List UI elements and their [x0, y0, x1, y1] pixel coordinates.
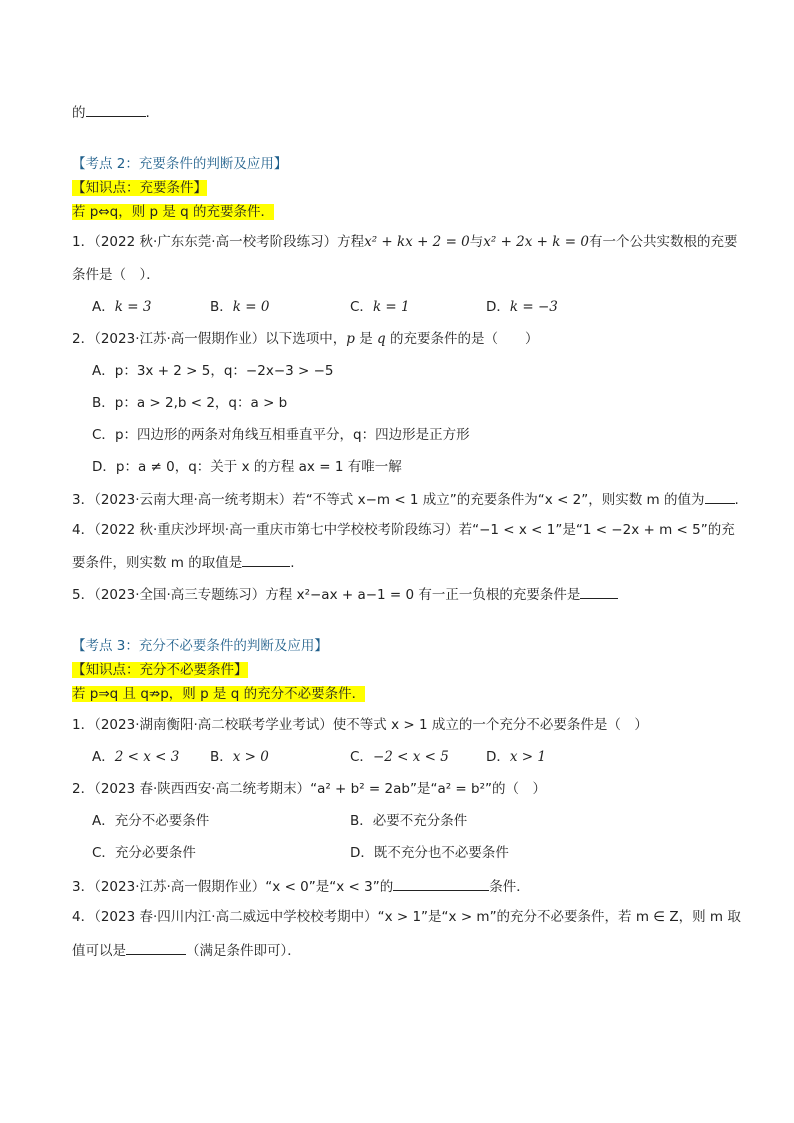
option-value: x > 0: [232, 749, 269, 765]
option-value: p：四边形的两条对角线互相垂直平分，q：四边形是正方形: [114, 427, 470, 443]
option-value: 2 < x < 3: [114, 749, 180, 765]
question-text: 的充要条件的是（ ）: [385, 331, 539, 347]
option-p3-2-a[interactable]: [92, 812, 209, 830]
answer-blank[interactable]: [580, 584, 618, 599]
question-number: 2．: [72, 331, 95, 347]
knowledge-label-point2: [72, 179, 207, 197]
question-number: 4．: [72, 909, 95, 925]
question-source: （2023·湖南衡阳·高二校联考学业考试）: [94, 717, 333, 733]
question-text: 方程: [337, 234, 365, 250]
option-label: B．: [210, 749, 233, 765]
section-header-point3: 【考点 3：充分不必要条件的判断及应用】: [72, 638, 328, 654]
option-p2-2-c[interactable]: [92, 426, 470, 444]
knowledge-rule-text: 若 p⇔q，则 p 是 q 的充要条件．: [72, 204, 275, 220]
question-source: （2022 秋·重庆沙坪坝·高一重庆市第七中学校校考阶段练习）: [94, 522, 459, 538]
option-p2-1-d[interactable]: [486, 298, 558, 316]
option-label: C．: [350, 299, 373, 315]
section-header-point2: 【考点 2：充要条件的判断及应用】: [72, 156, 288, 172]
option-p3-2-d[interactable]: [350, 844, 509, 862]
question-p2-3: [72, 489, 739, 509]
option-p2-2-d[interactable]: [92, 458, 402, 476]
option-label: D．: [350, 845, 374, 861]
question-text: 若“−1 < x < 1”是“1 < −2x + m < 5”的充: [458, 522, 735, 538]
knowledge-label-text: 【知识点：充要条件】: [72, 180, 207, 196]
option-value: k = −3: [509, 299, 558, 315]
option-label: D．: [486, 749, 510, 765]
knowledge-label-point3: [72, 661, 248, 679]
equation: x² + 2x + k = 0: [483, 234, 589, 250]
question-number: 1．: [72, 234, 95, 250]
option-value: k = 0: [232, 299, 270, 315]
question-p2-1-cont: 条件是（ ）．: [72, 267, 160, 283]
option-p3-2-b[interactable]: [350, 812, 467, 830]
continued-answer-line: [72, 102, 150, 122]
question-source: （2023·全国·高三专题练习）: [94, 587, 266, 603]
question-number: 3．: [72, 492, 95, 508]
question-source: （2023·江苏·高一假期作业）: [94, 331, 266, 347]
option-p3-1-d[interactable]: [486, 748, 546, 766]
option-value: 既不充分也不必要条件: [373, 845, 509, 861]
option-label: A．: [92, 813, 115, 829]
period: .: [290, 555, 295, 571]
option-p3-1-c[interactable]: [350, 748, 449, 766]
question-text: “x < 0”是“x < 3”的: [265, 879, 394, 895]
question-text: 以下选项中，: [265, 331, 347, 347]
option-p2-1-a[interactable]: [92, 298, 151, 316]
question-text: 有一个公共实数根的充要: [588, 234, 738, 250]
question-source: （2023·云南大理·高一统考期末）: [94, 492, 293, 508]
question-text: 方程 x²−ax + a−1 = 0 有一正一负根的充要条件是: [265, 587, 581, 603]
question-p2-4-cont: [72, 552, 295, 572]
option-value: p：a > 2,b < 2，q：a > b: [114, 395, 288, 411]
answer-blank[interactable]: [242, 552, 290, 567]
continued-text: 的: [72, 105, 86, 121]
answer-blank[interactable]: [393, 876, 489, 891]
question-p3-2: [72, 780, 546, 798]
option-value: 充分不必要条件: [114, 813, 210, 829]
option-value: k = 3: [114, 299, 152, 315]
option-label: C．: [92, 845, 115, 861]
option-label: B．: [350, 813, 373, 829]
option-label: D．: [486, 299, 510, 315]
question-number: 5．: [72, 587, 95, 603]
question-text: “x > 1”是“x > m”的充分不必要条件，若 m ∈ Z，则 m 取: [377, 909, 741, 925]
option-p2-1-b[interactable]: [210, 298, 269, 316]
question-p2-4: [72, 521, 735, 539]
option-value: x > 1: [509, 749, 547, 765]
knowledge-rule-point3: [72, 685, 365, 703]
variable-q: q: [377, 331, 386, 347]
question-text: 与: [469, 234, 484, 250]
answer-blank[interactable]: [86, 102, 146, 117]
question-text: “a² + b² = 2ab”是“a² = b²”的（ ）: [310, 781, 546, 797]
question-text: 是: [354, 331, 378, 347]
question-text: （满足条件即可）．: [186, 943, 301, 959]
question-p3-4: [72, 908, 741, 926]
question-source: （2023 春·四川内江·高二威远中学校校考期中）: [94, 909, 378, 925]
period: .: [145, 105, 150, 121]
question-source: （2023·江苏·高一假期作业）: [94, 879, 266, 895]
option-value: −2 < x < 5: [372, 749, 449, 765]
knowledge-rule-text: 若 p⇒q 且 q⇏p，则 p 是 q 的充分不必要条件．: [72, 686, 366, 702]
answer-blank[interactable]: [705, 489, 735, 504]
question-p2-1: [72, 233, 737, 251]
period: .: [734, 492, 739, 508]
question-p2-5: [72, 584, 618, 604]
option-p2-1-c[interactable]: [350, 298, 410, 316]
option-label: B．: [210, 299, 233, 315]
option-value: 必要不充分条件: [372, 813, 468, 829]
question-p3-4-cont: [72, 940, 301, 960]
answer-blank[interactable]: [126, 940, 186, 955]
question-p2-2: [72, 330, 539, 348]
variable-p: p: [346, 331, 355, 347]
option-value: p：3x + 2 > 5，q：−2x−3 > −5: [114, 363, 334, 379]
knowledge-rule-point2: [72, 203, 274, 221]
equation: x² + kx + 2 = 0: [364, 234, 470, 250]
question-source: （2023 春·陕西西安·高二统考期末）: [94, 781, 311, 797]
option-label: B．: [92, 395, 115, 411]
question-number: 3．: [72, 879, 95, 895]
option-label: A．: [92, 749, 115, 765]
option-p2-2-a[interactable]: [92, 362, 334, 380]
option-label: D．: [92, 459, 116, 475]
option-p3-1-a[interactable]: [92, 748, 179, 766]
question-text: 条件．: [489, 879, 530, 895]
question-number: 1．: [72, 717, 95, 733]
question-p3-3: [72, 876, 530, 896]
option-label: C．: [350, 749, 373, 765]
option-value: p：a ≠ 0，q：关于 x 的方程 ax = 1 有唯一解: [115, 459, 402, 475]
option-label: A．: [92, 363, 115, 379]
option-label: A．: [92, 299, 115, 315]
option-value: 充分必要条件: [114, 845, 196, 861]
question-text: 要条件，则实数 m 的取值是: [72, 555, 243, 571]
option-p3-2-c[interactable]: [92, 844, 196, 862]
question-p3-1: [72, 716, 648, 734]
option-label: C．: [92, 427, 115, 443]
question-source: （2022 秋·广东东莞·高一校考阶段练习）: [94, 234, 338, 250]
knowledge-label-text: 【知识点：充分不必要条件】: [72, 662, 248, 678]
question-text: 若“不等式 x−m < 1 成立”的充要条件为“x < 2”，则实数 m 的值为: [292, 492, 705, 508]
question-number: 2．: [72, 781, 95, 797]
question-text: 使不等式 x > 1 成立的一个充分不必要条件是（ ）: [332, 717, 648, 733]
question-number: 4．: [72, 522, 95, 538]
option-value: k = 1: [372, 299, 410, 315]
option-p3-1-b[interactable]: [210, 748, 269, 766]
option-p2-2-b[interactable]: [92, 394, 287, 412]
question-text: 值可以是: [72, 943, 126, 959]
